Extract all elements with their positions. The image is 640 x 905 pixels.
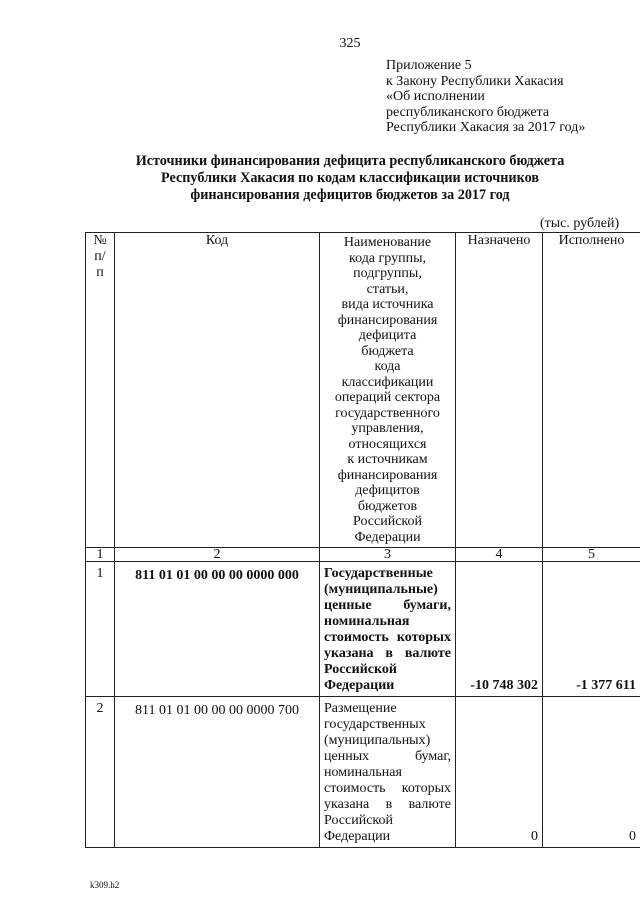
row-executed: -1 377 611 [543, 562, 640, 697]
column-number: 4 [456, 548, 543, 562]
row-assigned: -10 748 302 [456, 562, 543, 697]
header-name: Наименование кода группы, подгруппы, статьи, вида источника финансирования дефицита бюджета кода классификации операций сектора государственного управления, относящихся к источникам финансирования дефицитов бюджетов Российской Федерации [320, 233, 456, 548]
title-line: Источники финансирования дефицита республиканского бюджета [135, 153, 565, 169]
table-row [86, 562, 640, 697]
title-line: Республики Хакасия по кодам классификации источников [161, 170, 539, 186]
column-number-row [86, 548, 640, 562]
row-code: 811 01 01 00 00 00 0000 700 [115, 697, 320, 848]
table-row [86, 697, 640, 848]
document-title [80, 153, 620, 204]
appendix-line: Республики Хакасия за 2017 год» [386, 120, 586, 135]
units-label: (тыс. рублей) [540, 216, 620, 231]
row-name: Размещение государственных (муниципальных) ценных бумаг, номинальная стоимость которых указана в валюте Российской Федерации [320, 697, 456, 848]
column-number: 2 [115, 548, 320, 562]
sources-table [85, 232, 640, 848]
row-executed: 0 [543, 697, 640, 848]
row-number: 1 [86, 562, 115, 697]
header-assigned: Назначено [456, 233, 543, 548]
row-number: 2 [86, 697, 115, 848]
header-code: Код [115, 233, 320, 548]
appendix-line: «Об исполнении [386, 89, 485, 104]
column-number: 3 [320, 548, 456, 562]
column-number: 5 [543, 548, 640, 562]
appendix-note [386, 58, 585, 136]
appendix-line: республиканского бюджета [386, 104, 550, 120]
title-line: финансирования дефицитов бюджетов за 2017 год [190, 187, 510, 203]
row-name: Государственные (муниципальные) ценные бумаги, номинальная стоимость которых указана в валюте Российской Федерации [320, 562, 456, 697]
row-assigned: 0 [456, 697, 543, 848]
column-number: 1 [86, 548, 115, 562]
page-number: 325 [339, 36, 361, 51]
header-executed: Исполнено [543, 233, 640, 548]
table-header-row [86, 233, 640, 548]
row-code: 811 01 01 00 00 00 0000 000 [115, 562, 320, 697]
appendix-line: Приложение 5 [386, 58, 472, 73]
appendix-line: к Закону Республики Хакасия [386, 73, 564, 89]
footer-code: k309.h2 [90, 880, 120, 890]
header-num: № п/ п [86, 233, 115, 548]
